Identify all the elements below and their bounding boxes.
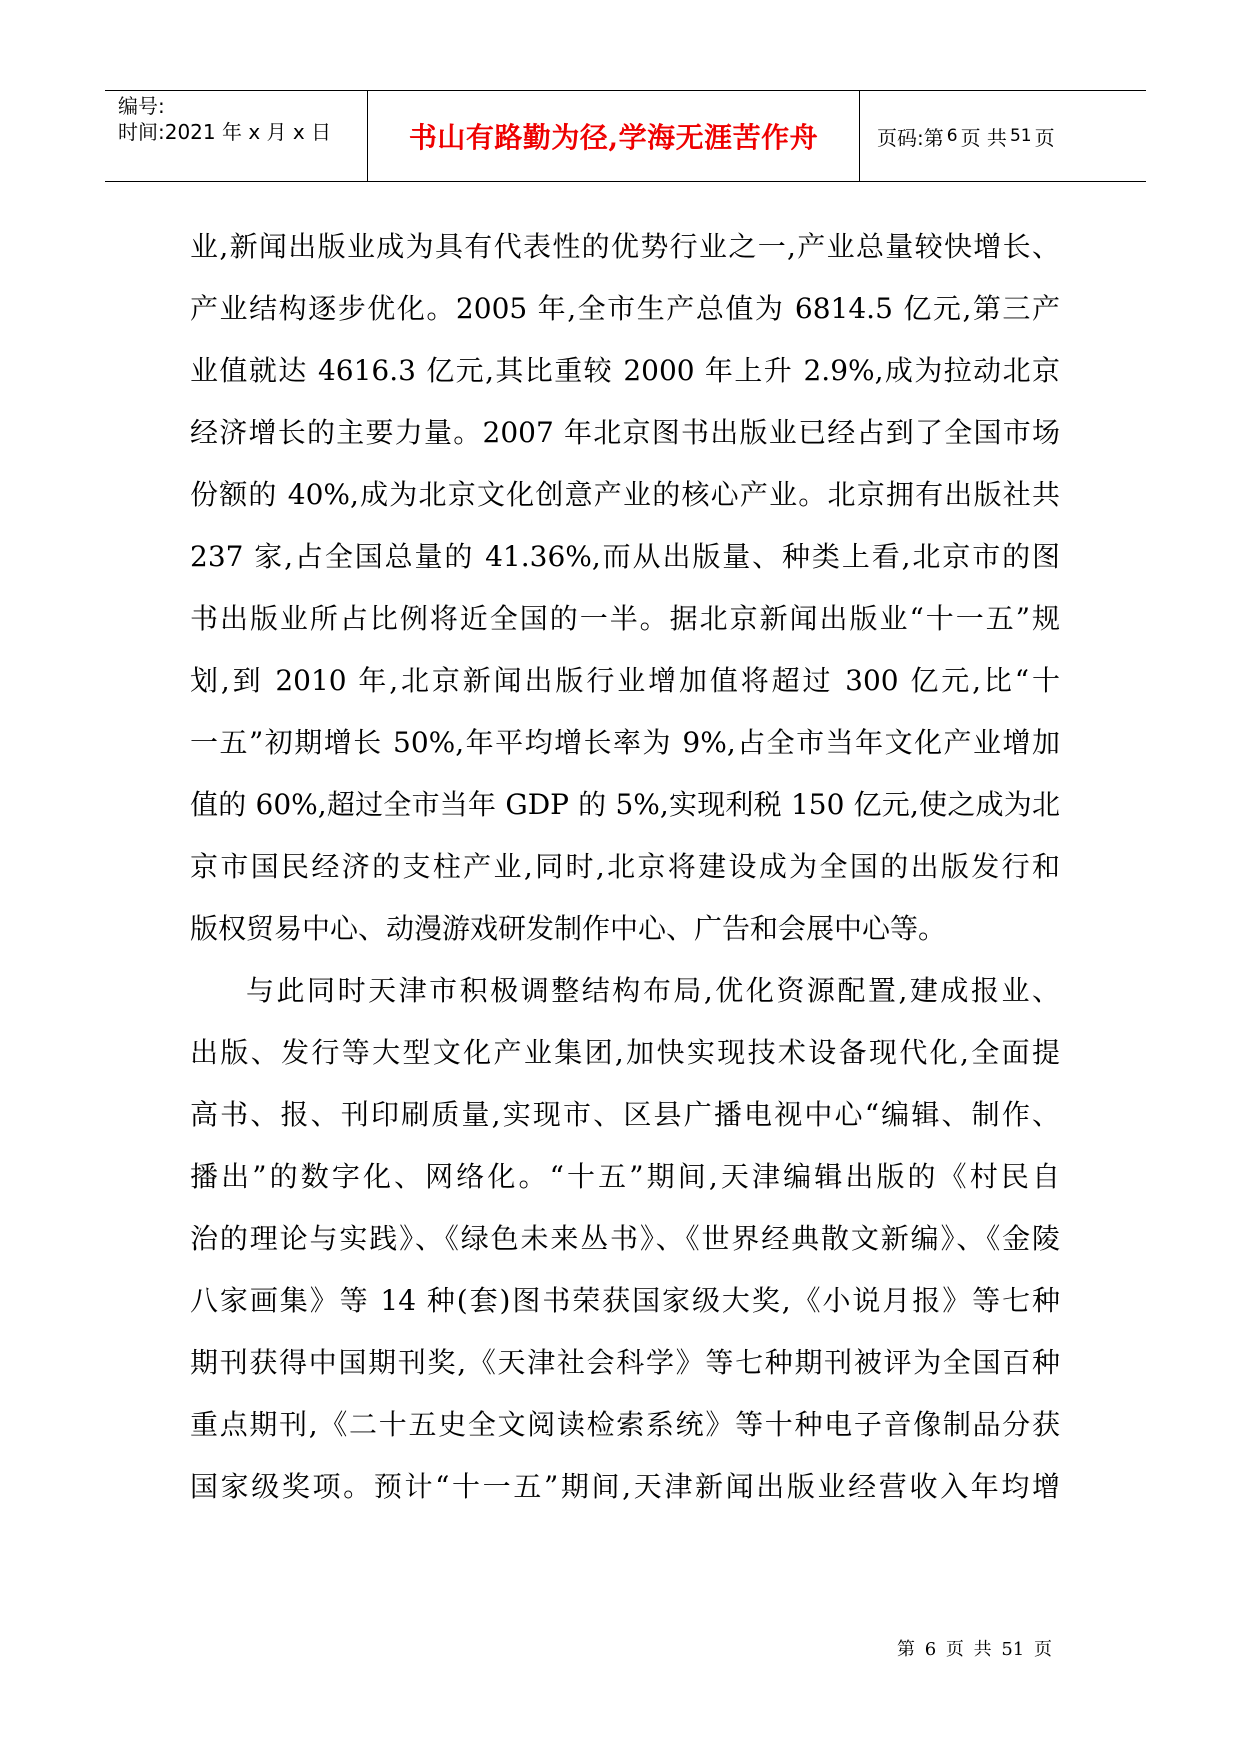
text-line: 值的 60%,超过全市当年 GDP 的 5%,实现利税 150 亿元,使之成为北 [190, 788, 1060, 821]
header-motto-cell [368, 91, 860, 181]
text-line: 划,到 2010 年,北京新闻出版行业增加值将超过 300 亿元,比“十 [190, 664, 1060, 697]
body-text [190, 216, 1060, 1518]
page-header [105, 90, 1146, 182]
header-page-cell [860, 91, 1146, 181]
page-prefix: 页码:第 [877, 125, 944, 150]
document-time-label: 时间:2021 年 x 月 x 日 [118, 120, 332, 144]
document-number-label: 编号: [118, 94, 165, 118]
text-line: 经济增长的主要力量。2007 年北京图书出版业已经占到了全国市场 [190, 416, 1060, 449]
page-suffix: 页 [1034, 125, 1055, 150]
page-footer: 第 6 页 共 51 页 [897, 1639, 1052, 1660]
text-line: 重点期刊,《二十五史全文阅读检索系统》等十种电子音像制品分获 [190, 1408, 1060, 1441]
text-line: 一五”初期增长 50%,年平均增长率为 9%,占全市当年文化产业增加 [190, 726, 1060, 759]
text-line: 播出”的数字化、网络化。“十五”期间,天津编辑出版的《村民自 [190, 1160, 1060, 1193]
page-current: 6 [946, 126, 958, 146]
paragraph-end-line: 版权贸易中心、动漫游戏研发制作中心、广告和会展中心等。 [190, 912, 947, 945]
page-total: 51 [1009, 126, 1032, 146]
header-motto: 书山有路勤为径,学海无涯苦作舟 [408, 121, 819, 154]
text-line: 京市国民经济的支柱产业,同时,北京将建设成为全国的出版发行和 [190, 850, 1060, 883]
text-line: 产业结构逐步优化。2005 年,全市生产总值为 6814.5 亿元,第三产 [190, 292, 1060, 325]
text-line: 份额的 40%,成为北京文化创意产业的核心产业。北京拥有出版社共 [190, 478, 1060, 511]
text-line: 高书、报、刊印刷质量,实现市、区县广播电视中心“编辑、制作、 [190, 1098, 1060, 1131]
text-line: 出版、发行等大型文化产业集团,加快实现技术设备现代化,全面提 [190, 1036, 1060, 1069]
page-mid: 页 共 [960, 125, 1007, 150]
text-line: 业,新闻出版业成为具有代表性的优势行业之一,产业总量较快增长、 [190, 230, 1060, 263]
text-line: 书出版业所占比例将近全国的一半。据北京新闻出版业“十一五”规 [190, 602, 1060, 635]
text-line: 237 家,占全国总量的 41.36%,而从出版量、种类上看,北京市的图 [190, 540, 1060, 573]
text-line: 国家级奖项。预计“十一五”期间,天津新闻出版业经营收入年均增 [190, 1470, 1060, 1503]
text-line: 期刊获得中国期刊奖,《天津社会科学》等七种期刊被评为全国百种 [190, 1346, 1060, 1379]
text-line: 八家画集》等 14 种(套)图书荣获国家级大奖,《小说月报》等七种 [190, 1284, 1060, 1317]
text-line: 治的理论与实践》、《绿色未来丛书》、《世界经典散文新编》、《金陵 [190, 1222, 1060, 1255]
header-meta-cell [105, 91, 368, 181]
text-line: 业值就达 4616.3 亿元,其比重较 2000 年上升 2.9%,成为拉动北京 [190, 354, 1060, 387]
paragraph-start-line: 与此同时天津市积极调整结构布局,优化资源配置,建成报业、 [246, 974, 1060, 1007]
